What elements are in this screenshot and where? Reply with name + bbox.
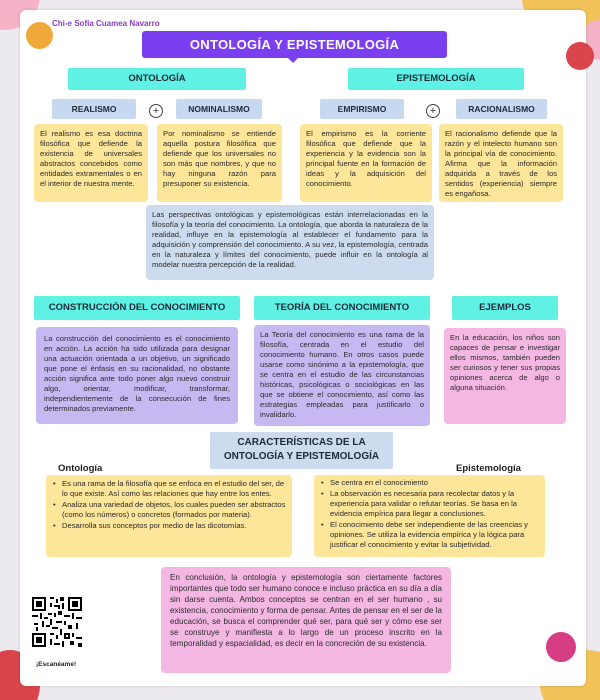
decor-dot-magenta xyxy=(546,632,576,662)
construccion-text: La construcción del conocimiento es el conocimiento en acción. La acción ha sido utilizada para designar una actuación orientada a un objetivo, un significado que pone el énfasis en su racionalidad, no obstante acción significa ante todo poner algo nuevo construir algo, orientar, modificar, transformar, independientemente de la consecución de fines determinados previamente. xyxy=(36,327,238,424)
ejemplos-header: EJEMPLOS xyxy=(452,296,558,320)
page-title: ONTOLOGÍA Y EPISTEMOLOGÍA xyxy=(142,31,447,58)
decor-dot-red xyxy=(566,42,594,70)
scan-label: ¡Escanéame! xyxy=(36,661,77,668)
racionalismo-label: RACIONALISMO xyxy=(456,99,547,119)
realismo-label: REALISMO xyxy=(52,99,136,119)
plus-icon-right: + xyxy=(426,104,440,118)
epistemologia-header: EPISTEMOLOGÍA xyxy=(348,68,524,90)
epistemologia-subtitle: Epistemología xyxy=(456,463,521,474)
conclusion-paragraph: En conclusión, la ontología y epistemología son ciertamente factores importantes que todo ser humano conoce e incluso práctica en su día a día sin darse cuenta. Ambos conceptos se centran en el ser humano , su existencia, conocimiento y forma de pensar. Antes de pensar en el ser de la educación, se busca el comprender qué ser, para qué ser y cómo ese ser se construye y manifiesta a lo largo de un proceso inscrito en la temporalidad y espacialidad, es decir en la concreción de su existencia. xyxy=(161,567,451,673)
racionalismo-text: El racionalismo defiende que la razón y el intelecto humano son la principal vía de conocimiento. Afirma que la información adquirida a través de los sentidos (experiencia) siempre es engañosa. xyxy=(439,124,563,202)
decor-dot-orange xyxy=(26,22,53,49)
author-name: Chi-e Sofía Cuamea Navarro xyxy=(52,19,160,28)
teoria-text: La Teoría del conocimiento es una rama de la filosofía, centrada en el estudio del conocimiento humano. En otros casos puede usarse como sinónimo a la epistemología, que se centra en el estudio de las circunstancias históricas, psicológicas o sociológicas en las que se obtiene el conocimiento, así como las estrategias empleadas para justificarlo o invalidarlo. xyxy=(254,325,430,426)
empirismo-text: El empirismo es la corriente filosófica que defiende que la experiencia y la evidencia son la principal fuente en la formación de ideas y la adquisición del conocimiento. xyxy=(300,124,432,202)
ontologia-characteristics xyxy=(46,475,292,557)
list-item: • Analiza una variedad de objetos, los cuales pueden ser abstractos (como los números) o concretos (formados por materia). xyxy=(52,500,286,520)
nominalismo-label: NOMINALISMO xyxy=(176,99,262,119)
empirismo-label: EMPIRISMO xyxy=(320,99,404,119)
list-item: • Desarrolla sus conceptos por medio de las dicotomías. xyxy=(52,521,286,531)
list-item: • El conocimiento debe ser independiente de las creencias y opiniones. Se utiliza la evidencia empírica y la lógica para justificar el conocimiento y evitar la subjetividad. xyxy=(320,520,539,550)
list-item: • La observación es necesaria para recolectar datos y la experiencia para validar o refutar teorías. Se basa en la evidencia empírica para llegar a conclusiones. xyxy=(320,489,539,519)
caracteristicas-header-line1: CARACTERÍSTICAS DE LA xyxy=(237,437,366,448)
nominalismo-text: Por nominalismo se entiende aquella postura filosófica que defiende que los universales no son más que nombres, y que no hay ninguna razón para presuponer su existencia. xyxy=(157,124,282,202)
list-item: • Se centra en el conocimiento xyxy=(320,478,539,488)
ontologia-characteristics-list xyxy=(52,479,286,531)
ontologia-header: ONTOLOGÍA xyxy=(68,68,246,90)
ejemplos-text: En la educación, los niños son capaces de pensar e investigar ellos mismos, también pueden ser curiosos y tener sus propias opiniones acerca de algo o alguna situación. xyxy=(444,328,566,424)
teoria-header: TEORÍA DEL CONOCIMIENTO xyxy=(254,296,430,320)
qr-code[interactable] xyxy=(32,597,82,647)
intro-paragraph: Las perspectivas ontológicas y epistemológicas están interrelacionadas en la filosofía y la teoría del conocimiento. La ontología, que aborda la naturaleza de la realidad, influye en la epistemología al establecer el fundamento para la adquisición y comprensión del conocimiento. A su vez, la epistemología, centrada en la naturaleza y límites del conocimiento, puede influir en la ontología al modelar nuestra percepción de la realidad. xyxy=(146,205,434,280)
realismo-text: El realismo es esa doctrina filosófica que defiende la existencia de universales abstractos concebidos como entidades extramentales o en el interior de nuestra mente. xyxy=(34,124,148,202)
construccion-header: CONSTRUCCIÓN DEL CONOCIMIENTO xyxy=(34,296,240,320)
plus-icon: + xyxy=(149,104,163,118)
list-item: • Es una rama de la filosofía que se enfoca en el estudio del ser, de lo que existe. Así como las relaciones que hay entre los entes. xyxy=(52,479,286,499)
epistemologia-characteristics xyxy=(314,475,545,557)
ontologia-subtitle: Ontología xyxy=(58,463,103,474)
caracteristicas-header-line2: ONTOLOGÍA Y EPISTEMOLOGÍA xyxy=(223,451,380,462)
caracteristicas-header xyxy=(210,432,393,469)
epistemologia-characteristics-list xyxy=(320,478,539,550)
